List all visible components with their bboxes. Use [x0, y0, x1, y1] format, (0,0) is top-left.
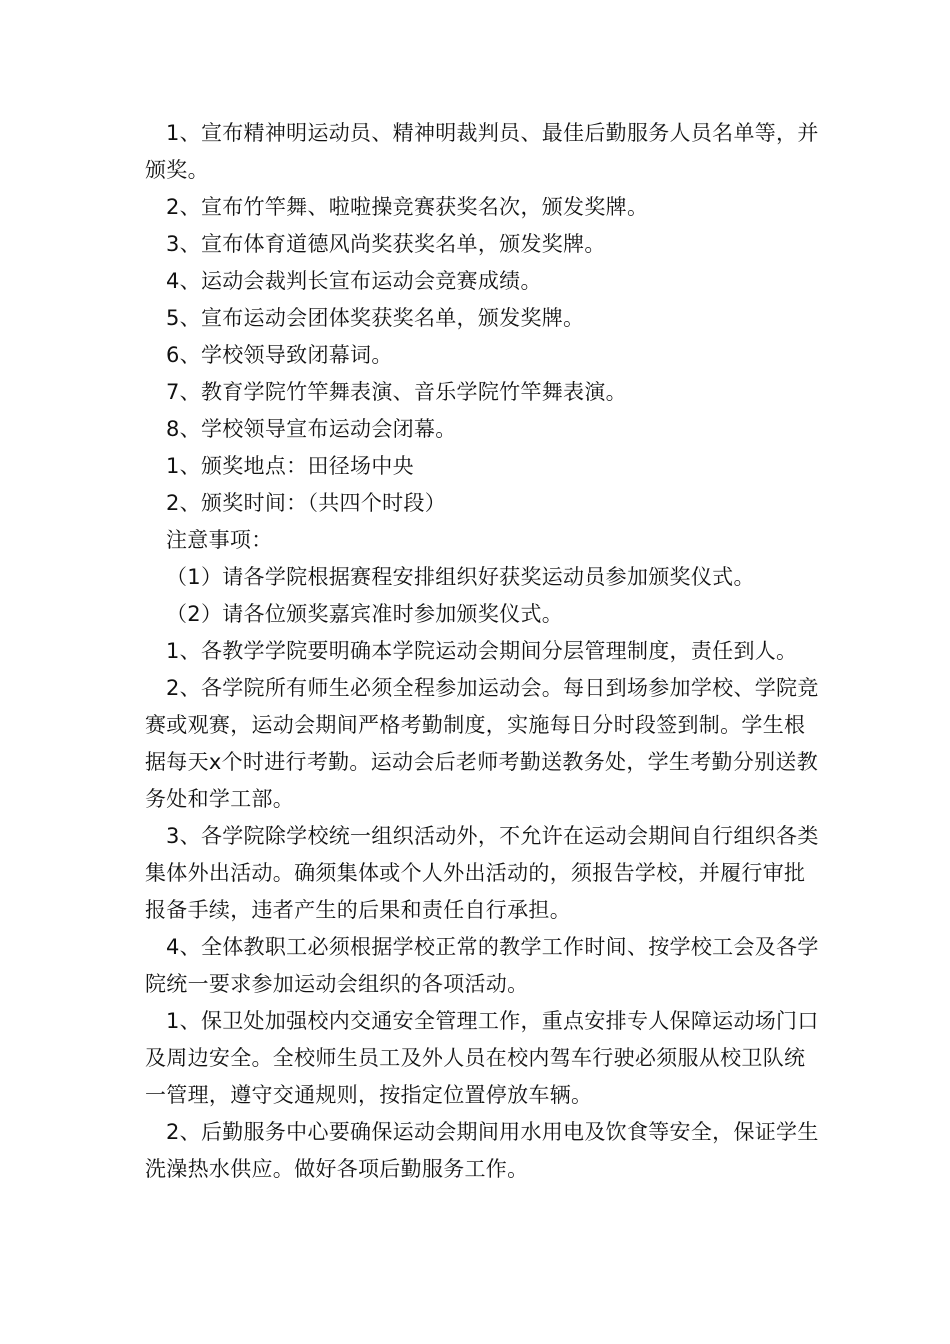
document-body — [145, 115, 825, 1188]
paragraph-logistics-service: 2、后勤服务中心要确保运动会期间用水用电及饮食等安全，保证学生洗澡热水供应。做好各项后勤服务工作。 — [145, 1120, 819, 1181]
paragraph-award-list: 1、宣布精神明运动员、精神明裁判员、最佳后勤服务人员名单等，并颁奖。 — [145, 121, 819, 182]
paragraph-closing-speech: 6、学校领导致闭幕词。 — [166, 343, 393, 367]
paragraph-attendance: 2、各学院所有师生必须全程参加运动会。每日到场参加学校、学院竞赛或观赛，运动会期间严格考勤制度，实施每日分时段签到制。学生根据每天x个时进行考勤。运动会后老师考勤送教务处，学生考勤分别送教务处和学工部。 — [145, 676, 819, 811]
paragraph-dance-performance: 7、教育学院竹竿舞表演、音乐学院竹竿舞表演。 — [166, 380, 627, 404]
paragraph-closing-ceremony: 8、学校领导宣布运动会闭幕。 — [166, 417, 457, 441]
paragraph-traffic-safety: 1、保卫处加强校内交通安全管理工作，重点安排专人保障运动场门口及周边安全。全校师生员工及外人员在校内驾车行驶必须服从校卫队统一管理，遵守交通规则，按指定位置停放车辆。 — [145, 1009, 819, 1107]
paragraph-staff-participation: 4、全体教职工必须根据学校正常的教学工作时间、按学校工会及各学院统一要求参加运动会组织的各项活动。 — [145, 935, 819, 996]
paragraph-competition-results: 4、运动会裁判长宣布运动会竞赛成绩。 — [166, 269, 542, 293]
paragraph-note-1: （1）请各学院根据赛程安排组织好获奖运动员参加颁奖仪式。 — [166, 565, 755, 589]
paragraph-note-2: （2）请各位颁奖嘉宾准时参加颁奖仪式。 — [166, 602, 564, 626]
paragraph-outside-activities: 3、各学院除学校统一组织活动外，不允许在运动会期间自行组织各类集体外出活动。确须集体或个人外出活动的，须报告学校，并履行审批报备手续，违者产生的后果和责任自行承担。 — [145, 824, 819, 922]
paragraph-award-time: 2、颁奖时间：（共四个时段） — [166, 491, 447, 515]
paragraph-bamboo-dance-awards: 2、宣布竹竿舞、啦啦操竞赛获奖名次，颁发奖牌。 — [166, 195, 649, 219]
paragraph-team-awards: 5、宣布运动会团体奖获奖名单，颁发奖牌。 — [166, 306, 585, 330]
paragraph-management-system: 1、各教学学院要明确本学院运动会期间分层管理制度，责任到人。 — [166, 639, 798, 663]
paragraph-award-location: 1、颁奖地点：田径场中央 — [166, 454, 414, 478]
paragraph-notes-heading: 注意事项： — [166, 528, 273, 552]
paragraph-sportsmanship-award: 3、宣布体育道德风尚奖获奖名单，颁发奖牌。 — [166, 232, 606, 256]
